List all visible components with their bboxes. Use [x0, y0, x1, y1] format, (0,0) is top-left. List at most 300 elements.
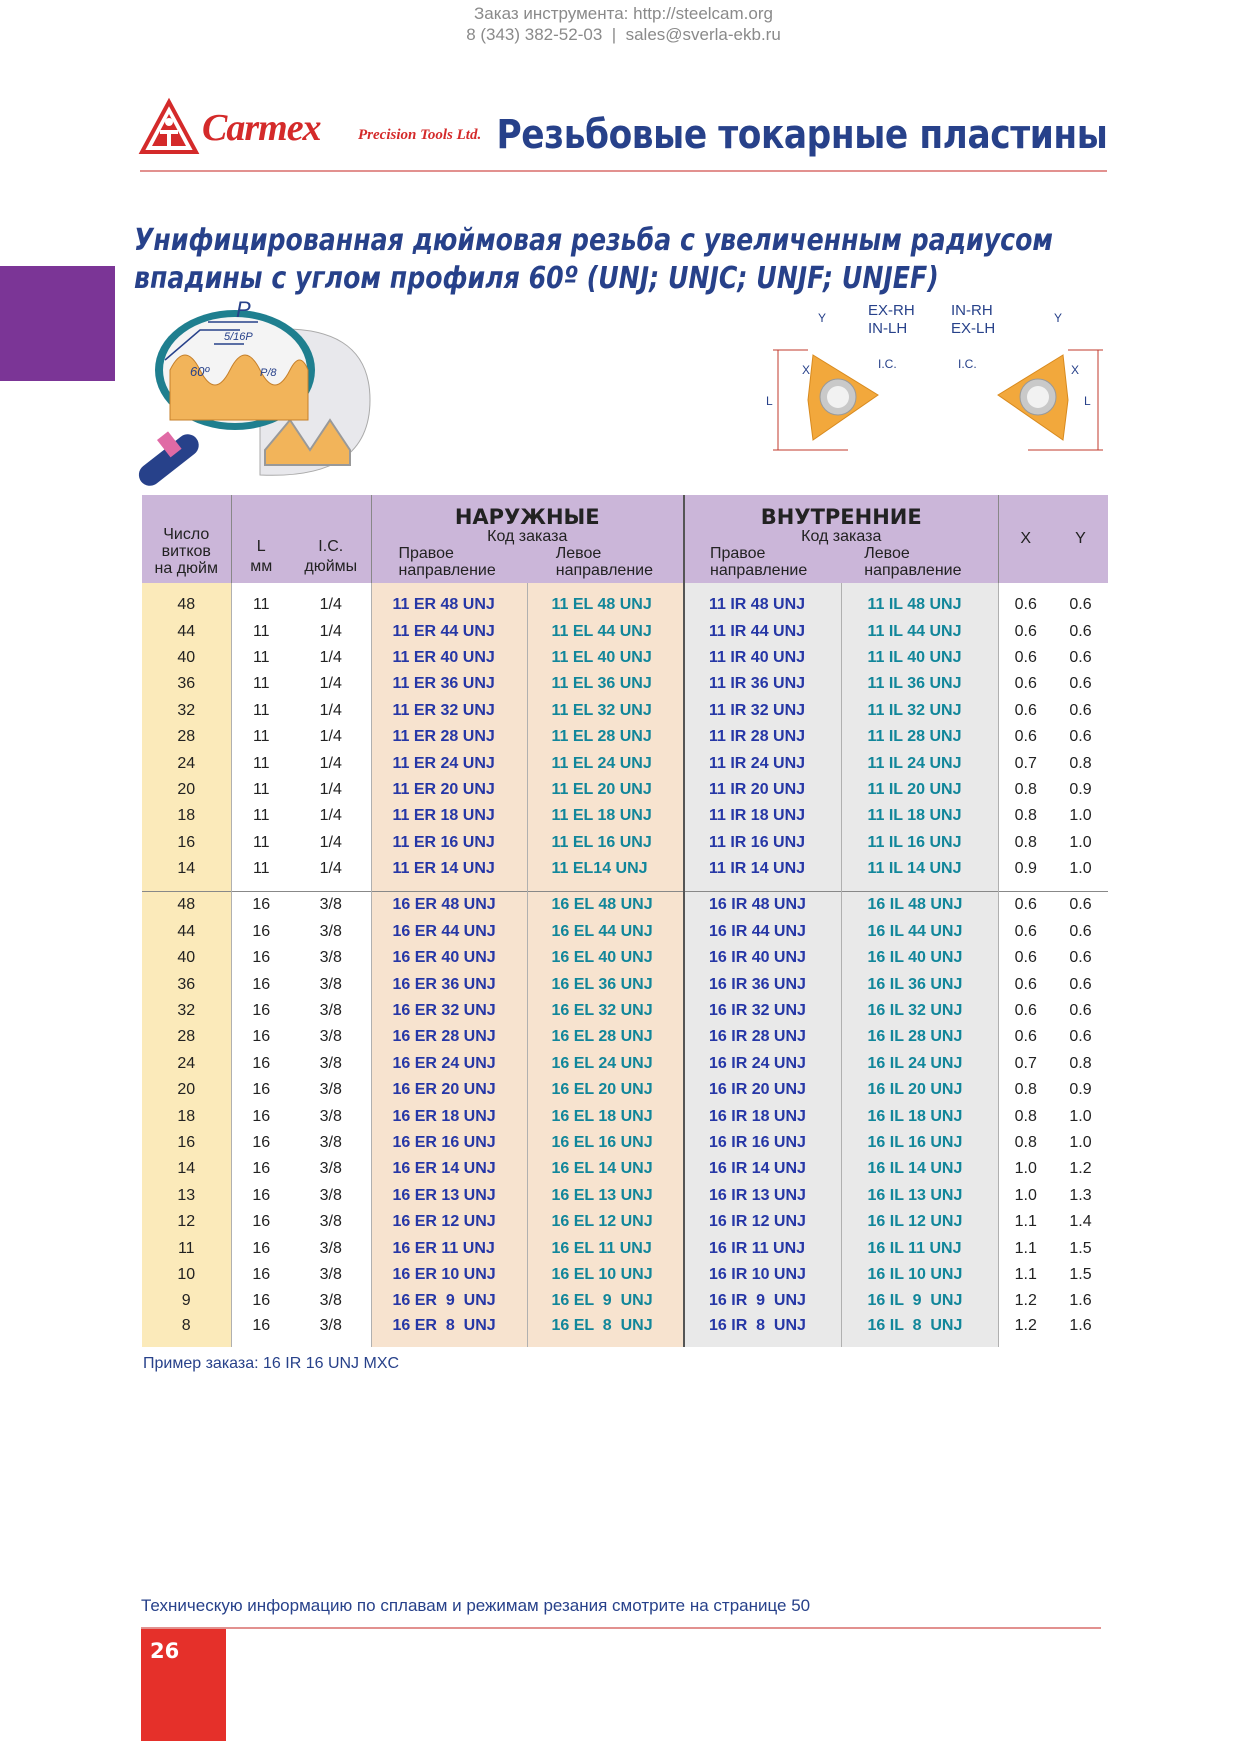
subtitle-line-2: впадины с углом профиля 60º (UNJ; UNJC; UNJF; UNJEF) [134, 261, 939, 296]
cell-el: 16 EL 48 UNJ [527, 892, 684, 919]
cell-x: 0.6 [1014, 701, 1037, 719]
cell-il: 16 IL 24 UNJ [841, 1051, 998, 1077]
cell-x: 0.6 [1014, 1028, 1037, 1046]
table-row [142, 856, 1108, 882]
cell-er: 16 ER 28 UNJ [371, 1024, 527, 1050]
cell-er: 11 ER 14 UNJ [371, 856, 527, 882]
spacer-cell [231, 882, 291, 892]
cell-x: 1.1 [1014, 1239, 1037, 1257]
cell-er: 16 ER 8 UNJ [371, 1315, 527, 1347]
cell-el: 16 EL 36 UNJ [527, 971, 684, 997]
cell-el: 16 EL 18 UNJ [527, 1103, 684, 1129]
table-row [142, 998, 1108, 1024]
table-spacer-row [142, 583, 1108, 592]
cell-el: 16 EL 14 UNJ [527, 1156, 684, 1182]
cell-tpi: 40 [142, 945, 231, 971]
cell-er: 16 ER 24 UNJ [371, 1051, 527, 1077]
page-title: Резьбовые токарные пластины [496, 112, 1107, 158]
cell-y: 1.2 [1069, 1160, 1092, 1178]
cell-l: 11 [252, 675, 270, 693]
cell-ic: 1/4 [291, 698, 371, 724]
cell-ic: 3/8 [291, 919, 371, 945]
cell-er: 16 ER 18 UNJ [371, 1103, 527, 1129]
cell-el: 16 EL 11 UNJ [527, 1235, 684, 1261]
label-p8: P/8 [260, 367, 277, 379]
label-l-left: L [766, 394, 773, 408]
cell-il: 16 IL 8 UNJ [841, 1315, 998, 1347]
cell-ic: 3/8 [291, 1183, 371, 1209]
cell-ir: 16 IR 32 UNJ [684, 998, 841, 1024]
cell-y: 1.3 [1069, 1186, 1092, 1204]
cell-ic: 3/8 [291, 1235, 371, 1261]
cell-l: 16 [252, 1002, 271, 1020]
table-row [142, 919, 1108, 945]
cell-y: 0.6 [1069, 701, 1092, 719]
cell-ic: 3/8 [291, 998, 371, 1024]
cell-il: 16 IL 13 UNJ [841, 1183, 998, 1209]
cell-il: 16 IL 9 UNJ [841, 1288, 998, 1314]
cell-ir: 16 IR 10 UNJ [684, 1262, 841, 1288]
cell-ir: 16 IR 13 UNJ [684, 1183, 841, 1209]
cell-er: 16 ER 48 UNJ [371, 892, 527, 919]
cell-tpi: 13 [142, 1183, 231, 1209]
cell-il: 11 IL 36 UNJ [841, 671, 998, 697]
cell-el: 16 EL 20 UNJ [527, 1077, 684, 1103]
subtitle-line-1: Унифицированная дюймовая резьба с увеличенным радиусом [134, 223, 1053, 258]
cell-ir: 16 IR 18 UNJ [684, 1103, 841, 1129]
cell-ir: 11 IR 18 UNJ [684, 803, 841, 829]
brand-name: Carmex [202, 107, 321, 149]
cell-tpi: 14 [142, 1156, 231, 1182]
cell-ir: 11 IR 16 UNJ [684, 830, 841, 856]
table-row [142, 803, 1108, 829]
label-ex-lh: EX-LH [951, 320, 996, 337]
cell-tpi: 18 [142, 1103, 231, 1129]
cell-ir: 16 IR 20 UNJ [684, 1077, 841, 1103]
order-url-line[interactable]: Заказ инструмента: http://steelcam.org [474, 4, 773, 23]
cell-x: 0.8 [1014, 780, 1037, 798]
table-row [142, 1103, 1108, 1129]
cell-er: 11 ER 24 UNJ [371, 750, 527, 776]
cell-il: 16 IL 10 UNJ [841, 1262, 998, 1288]
col-x: X [998, 495, 1053, 583]
cell-er: 16 ER 20 UNJ [371, 1077, 527, 1103]
cell-ir: 16 IR 8 UNJ [684, 1315, 841, 1347]
col-tpi: Число витков на дюйм [142, 495, 231, 583]
insert-triangle-icons [768, 300, 1108, 480]
cell-er: 16 ER 40 UNJ [371, 945, 527, 971]
cell-y: 1.6 [1069, 1316, 1092, 1334]
table-row [142, 724, 1108, 750]
cell-y: 0.6 [1069, 975, 1092, 993]
cell-tpi: 44 [142, 618, 231, 644]
cell-ir: 16 IR 36 UNJ [684, 971, 841, 997]
spacer-cell [684, 583, 841, 592]
cell-l: 16 [252, 949, 271, 967]
cell-ic: 1/4 [291, 671, 371, 697]
label-in-lh: IN-LH [868, 320, 908, 337]
spacer-cell [684, 882, 841, 892]
cell-tpi: 36 [142, 971, 231, 997]
spacer-cell [371, 882, 527, 892]
cell-x: 0.6 [998, 892, 1053, 919]
cell-x: 0.8 [1014, 1081, 1037, 1099]
cell-il: 11 IL 24 UNJ [841, 750, 998, 776]
cell-il: 16 IL 18 UNJ [841, 1103, 998, 1129]
cell-y: 1.4 [1069, 1213, 1092, 1231]
cell-ir: 16 IR 44 UNJ [684, 919, 841, 945]
cell-y: 0.6 [1069, 1002, 1092, 1020]
table-row [142, 1288, 1108, 1314]
cell-el: 11 EL 32 UNJ [527, 698, 684, 724]
cell-y: 1.0 [1069, 807, 1092, 825]
table-header [142, 495, 1108, 583]
cell-ic: 3/8 [291, 1209, 371, 1235]
cell-tpi: 28 [142, 724, 231, 750]
cell-tpi: 48 [142, 592, 231, 618]
label-in-rh: IN-RH [951, 302, 993, 319]
cell-ic: 3/8 [291, 892, 371, 919]
table-body [142, 583, 1108, 1347]
cell-l: 16 [252, 1239, 271, 1257]
cell-l: 11 [252, 833, 270, 851]
cell-tpi: 16 [142, 1130, 231, 1156]
cell-er: 11 ER 32 UNJ [371, 698, 527, 724]
table-row [142, 1235, 1108, 1261]
cell-el: 16 EL 13 UNJ [527, 1183, 684, 1209]
cell-il: 11 IL 16 UNJ [841, 830, 998, 856]
table-row [142, 1077, 1108, 1103]
label-ex-rh: EX-RH [868, 302, 915, 319]
cell-ic: 3/8 [291, 1288, 371, 1314]
cell-l: 16 [252, 1107, 271, 1125]
cell-l: 16 [252, 1160, 271, 1178]
spacer-cell [998, 882, 1053, 892]
cell-er: 11 ER 48 UNJ [371, 592, 527, 618]
cell-ic: 3/8 [291, 1024, 371, 1050]
table-row [142, 777, 1108, 803]
cell-il: 16 IL 14 UNJ [841, 1156, 998, 1182]
cell-tpi: 16 [142, 830, 231, 856]
cell-el: 16 EL 8 UNJ [527, 1315, 684, 1347]
cell-el: 16 EL 12 UNJ [527, 1209, 684, 1235]
cell-er: 16 ER 9 UNJ [371, 1288, 527, 1314]
cell-l: 16 [252, 922, 271, 940]
cell-il: 16 IL 28 UNJ [841, 1024, 998, 1050]
cell-ir: 16 IR 16 UNJ [684, 1130, 841, 1156]
cell-ir: 16 IR 28 UNJ [684, 1024, 841, 1050]
cell-er: 11 ER 36 UNJ [371, 671, 527, 697]
cell-ir: 11 IR 44 UNJ [684, 618, 841, 644]
col-ic: I.C. дюймы [291, 495, 371, 583]
cell-el: 16 EL 9 UNJ [527, 1288, 684, 1314]
cell-y: 0.6 [1069, 728, 1092, 746]
cell-ic: 1/4 [291, 830, 371, 856]
cell-y: 0.8 [1069, 754, 1092, 772]
cell-el: 11 EL 44 UNJ [527, 618, 684, 644]
section-side-tab [0, 266, 115, 381]
cell-ir: 16 IR 12 UNJ [684, 1209, 841, 1235]
cell-er: 16 ER 10 UNJ [371, 1262, 527, 1288]
cell-il: 11 IL 44 UNJ [841, 618, 998, 644]
cell-y: 1.0 [1069, 833, 1092, 851]
cell-ir: 16 IR 48 UNJ [684, 892, 841, 919]
cell-ic: 1/4 [291, 777, 371, 803]
cell-tpi: 18 [142, 803, 231, 829]
table-row [142, 750, 1108, 776]
cell-y: 1.0 [1069, 1134, 1092, 1151]
cell-l: 11 [252, 728, 270, 746]
cell-ir: 11 IR 14 UNJ [684, 856, 841, 882]
spacer-cell [841, 882, 998, 892]
title-divider [140, 170, 1107, 172]
cell-tpi: 24 [142, 750, 231, 776]
footer-divider [141, 1627, 1101, 1629]
cell-el: 16 EL 40 UNJ [527, 945, 684, 971]
cell-l: 16 [252, 1081, 271, 1099]
cell-l: 16 [252, 1292, 271, 1310]
cell-il: 16 IL 12 UNJ [841, 1209, 998, 1235]
cell-ic: 1/4 [291, 645, 371, 671]
cell-y: 0.8 [1069, 1054, 1092, 1072]
cell-x: 0.8 [1014, 807, 1037, 825]
cell-il: 16 IL 44 UNJ [841, 919, 998, 945]
label-ic-left: I.C. [878, 357, 897, 371]
page-number-box [141, 1629, 226, 1741]
cell-el: 11 EL 48 UNJ [527, 592, 684, 618]
label-ic-right: I.C. [958, 357, 977, 371]
contact-line[interactable]: 8 (343) 382-52-03 | sales@sverla-ekb.ru [466, 25, 781, 44]
header-contact [0, 3, 1247, 45]
cell-tpi: 24 [142, 1051, 231, 1077]
cell-tpi: 28 [142, 1024, 231, 1050]
cell-ir: 11 IR 28 UNJ [684, 724, 841, 750]
cell-tpi: 12 [142, 1209, 231, 1235]
cell-ic: 1/4 [291, 592, 371, 618]
cell-x: 1.1 [1014, 1265, 1037, 1283]
col-l: L мм [231, 495, 291, 583]
table-row [142, 1183, 1108, 1209]
spacer-cell [527, 882, 684, 892]
cell-x: 1.0 [1014, 1160, 1037, 1178]
cell-ir: 11 IR 20 UNJ [684, 777, 841, 803]
cell-x: 0.6 [1014, 596, 1037, 614]
cell-ic: 3/8 [291, 1262, 371, 1288]
table-spacer-row [142, 882, 1108, 892]
cell-ic: 3/8 [291, 1315, 371, 1347]
cell-ir: 11 IR 36 UNJ [684, 671, 841, 697]
spacer-cell [1053, 583, 1108, 592]
table-row [142, 645, 1108, 671]
cell-y: 0.9 [1069, 780, 1092, 798]
cell-el: 11 EL 40 UNJ [527, 645, 684, 671]
cell-y: 0.9 [1069, 1081, 1092, 1099]
cell-ic: 1/4 [291, 750, 371, 776]
spacer-cell [1053, 882, 1108, 892]
cell-tpi: 9 [142, 1288, 231, 1314]
cell-y: 0.6 [1069, 949, 1092, 967]
cell-el: 11 EL 28 UNJ [527, 724, 684, 750]
cell-x: 0.9 [1014, 860, 1037, 878]
table-row [142, 1051, 1108, 1077]
cell-el: 11 EL 36 UNJ [527, 671, 684, 697]
cell-x: 0.6 [1014, 648, 1037, 666]
cell-y: 0.6 [1069, 922, 1092, 940]
cell-y: 1.0 [1069, 1107, 1092, 1125]
spacer-cell [371, 583, 527, 592]
cell-il: 16 IL 20 UNJ [841, 1077, 998, 1103]
table-row [142, 1156, 1108, 1182]
cell-er: 11 ER 20 UNJ [371, 777, 527, 803]
col-y: Y [1053, 495, 1108, 583]
cell-y: 0.6 [1053, 892, 1108, 919]
cell-il: 16 IL 36 UNJ [841, 971, 998, 997]
cell-l: 16 [252, 1134, 271, 1151]
table-row [142, 671, 1108, 697]
cell-il: 16 IL 11 UNJ [841, 1235, 998, 1261]
brand-sub: Precision Tools Ltd. [358, 127, 482, 143]
cell-x: 1.0 [1014, 1186, 1037, 1204]
cell-l: 16 [252, 1316, 271, 1334]
label-y-left: Y [818, 311, 827, 325]
spacer-cell [231, 583, 291, 592]
cell-ic: 3/8 [291, 1103, 371, 1129]
cell-il: 11 IL 14 UNJ [841, 856, 998, 882]
cell-ir: 16 IR 9 UNJ [684, 1288, 841, 1314]
cell-ic: 1/4 [291, 724, 371, 750]
cell-el: 16 EL 28 UNJ [527, 1024, 684, 1050]
cell-x: 0.6 [1014, 622, 1037, 640]
cell-y: 1.5 [1069, 1265, 1092, 1283]
label-p: P [236, 297, 251, 322]
cell-er: 16 ER 32 UNJ [371, 998, 527, 1024]
table-row [142, 592, 1108, 618]
cell-x: 0.7 [1014, 754, 1037, 772]
cell-el: 11 EL 16 UNJ [527, 830, 684, 856]
cell-y: 0.6 [1069, 596, 1092, 614]
table-row [142, 892, 1108, 919]
label-x-left: X [802, 363, 811, 377]
section-subtitle [134, 222, 1053, 298]
cell-il: 16 IL 16 UNJ [841, 1130, 998, 1156]
cell-ir: 16 IR 14 UNJ [684, 1156, 841, 1182]
cell-y: 0.6 [1069, 648, 1092, 666]
cell-tpi: 20 [142, 1077, 231, 1103]
spacer-cell [291, 882, 371, 892]
insert-diagrams [768, 300, 1108, 480]
table-row [142, 945, 1108, 971]
cell-tpi: 14 [142, 856, 231, 882]
cell-l: 11 [252, 622, 270, 640]
cell-er: 11 ER 18 UNJ [371, 803, 527, 829]
cell-x: 0.8 [1014, 1134, 1037, 1151]
cell-x: 0.6 [1014, 922, 1037, 940]
cell-x: 1.2 [1014, 1292, 1037, 1310]
cell-tpi: 11 [142, 1235, 231, 1261]
cell-x: 0.6 [1014, 949, 1037, 967]
cell-tpi: 44 [142, 919, 231, 945]
cell-ir: 11 IR 40 UNJ [684, 645, 841, 671]
cell-l: 11 [252, 596, 270, 614]
spacer-cell [527, 583, 684, 592]
label-l-right: L [1084, 394, 1091, 408]
label-angle: 60º [190, 364, 210, 379]
cell-y: 0.6 [1069, 675, 1092, 693]
spacer-cell [142, 583, 231, 592]
cell-el: 11 EL 24 UNJ [527, 750, 684, 776]
cell-el: 16 EL 24 UNJ [527, 1051, 684, 1077]
table-row [142, 830, 1108, 856]
cell-er: 11 ER 28 UNJ [371, 724, 527, 750]
cell-er: 16 ER 36 UNJ [371, 971, 527, 997]
cell-il: 16 IL 32 UNJ [841, 998, 998, 1024]
cell-x: 0.6 [1014, 1002, 1037, 1020]
cell-ir: 16 IR 40 UNJ [684, 945, 841, 971]
cell-il: 16 IL 40 UNJ [841, 945, 998, 971]
cell-tpi: 32 [142, 998, 231, 1024]
cell-x: 0.6 [1014, 675, 1037, 693]
cell-x: 0.7 [1014, 1054, 1037, 1072]
cell-x: 0.6 [1014, 728, 1037, 746]
thread-profile-illustration [140, 297, 380, 490]
page-number: 26 [150, 1639, 180, 1663]
cell-l: 11 [252, 754, 270, 772]
cell-x: 0.6 [1014, 975, 1037, 993]
table-row [142, 1209, 1108, 1235]
footer-note: Техническую информацию по сплавам и режимам резания смотрите на странице 50 [141, 1596, 811, 1615]
cell-x: 1.2 [1014, 1316, 1037, 1334]
cell-ic: 1/4 [291, 803, 371, 829]
magnifier-thread-icon [140, 297, 380, 490]
thread-inserts-table [142, 495, 1108, 1347]
cell-ir: 11 IR 24 UNJ [684, 750, 841, 776]
col-external: НАРУЖНЫЕ Код заказа Правое направление Левое направление [371, 495, 684, 583]
cell-l: 16 [252, 1265, 271, 1283]
cell-er: 16 ER 14 UNJ [371, 1156, 527, 1182]
carmex-emblem-icon [140, 100, 198, 160]
cell-er: 11 ER 44 UNJ [371, 618, 527, 644]
cell-il: 16 IL 48 UNJ [841, 892, 998, 919]
cell-l: 16 [231, 892, 291, 919]
cell-el: 16 EL 16 UNJ [527, 1130, 684, 1156]
cell-l: 16 [252, 1213, 271, 1231]
table-row [142, 1024, 1108, 1050]
cell-l: 11 [252, 648, 270, 666]
cell-el: 11 EL14 UNJ [527, 856, 684, 882]
cell-l: 16 [252, 1186, 271, 1204]
cell-tpi: 32 [142, 698, 231, 724]
cell-el: 16 EL 32 UNJ [527, 998, 684, 1024]
cell-il: 11 IL 40 UNJ [841, 645, 998, 671]
cell-er: 16 ER 16 UNJ [371, 1130, 527, 1156]
col-internal: ВНУТРЕННИЕ Код заказа Правое направление Левое направление [684, 495, 998, 583]
cell-er: 16 ER 12 UNJ [371, 1209, 527, 1235]
cell-y: 0.6 [1069, 622, 1092, 640]
spacer-cell [291, 583, 371, 592]
cell-l: 11 [252, 807, 270, 825]
cell-y: 0.6 [1069, 1028, 1092, 1046]
label-5-16p: 5/16P [224, 331, 253, 343]
cell-ic: 3/8 [291, 1130, 371, 1156]
cell-ic: 1/4 [291, 856, 371, 882]
cell-ic: 3/8 [291, 1051, 371, 1077]
brand-logo [140, 100, 500, 160]
cell-y: 1.6 [1069, 1292, 1092, 1310]
table-row [142, 1315, 1108, 1347]
cell-er: 16 ER 44 UNJ [371, 919, 527, 945]
cell-l: 11 [252, 701, 270, 719]
cell-x: 0.8 [1014, 833, 1037, 851]
